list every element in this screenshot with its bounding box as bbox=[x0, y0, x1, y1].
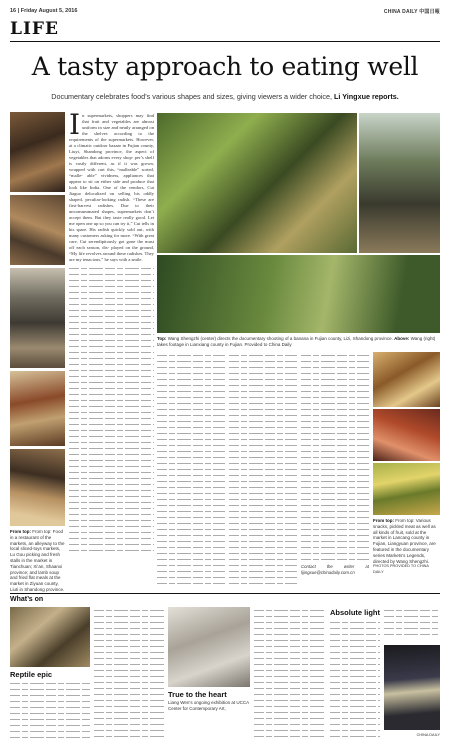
absolute-text bbox=[330, 619, 380, 739]
whats-on-label: What’s on bbox=[10, 596, 44, 603]
reptile-text bbox=[10, 680, 90, 740]
deck: Documentary celebrates food’s various shapes and sizes, giving viewers a wider choice, Li Yingxue reports. bbox=[51, 92, 399, 101]
photo-left-3 bbox=[10, 268, 65, 368]
caption-left: From top: From top: Food in a restaurant of the markets, an alleyway to the local sliced-toys markets, Lu Gou picking and fresh stalls in the market in Tianchuan; Xi’an, Shaanxi province; and lamb soup and fried flat meals at the market in Ziyuan county, Liuti in Shandong province. bbox=[10, 529, 65, 592]
headline: A tasty approach to eating well bbox=[31, 52, 419, 81]
article-col-4 bbox=[301, 352, 369, 588]
photo-left-4 bbox=[10, 371, 65, 446]
bottom-credit: CHINA DAILY bbox=[416, 733, 440, 737]
text-filler bbox=[69, 265, 154, 553]
contact-line: Contact the writer at lijingxue@chinadaily.com.cn bbox=[301, 564, 369, 575]
whats-on-col-2 bbox=[94, 607, 164, 740]
bottom-rule bbox=[10, 593, 440, 594]
whats-on-col-4 bbox=[254, 607, 326, 740]
article-col-1 bbox=[69, 113, 154, 589]
article-col-2 bbox=[157, 352, 225, 588]
page-number: 16 | Friday August 5, 2016 bbox=[10, 8, 78, 14]
section-title: LIFE bbox=[10, 19, 59, 39]
article-col-3 bbox=[229, 352, 297, 588]
drop-cap: I bbox=[69, 113, 81, 141]
photo-absolute bbox=[384, 645, 440, 730]
heart-title: True to the heart bbox=[168, 690, 227, 699]
section-rule bbox=[10, 41, 440, 42]
photo-right-3 bbox=[373, 463, 440, 515]
caption-right: From top: From top: Various snacks, pickled meat as well as all kinds of fruit, sold at the market in Lancang county in Fujian, Liangyuan province, are featured in the documentary series Markets’s Legends, directed by Wang Shengzhi. PHOTOS PROVIDED TO CHINA DAILY bbox=[373, 518, 436, 575]
photo-left-5 bbox=[10, 449, 65, 526]
caption-main: Top: Wang Shengzhi (center) directs the documentary shooting of a banana in Fujian county, Lizi, Shandong province. Above: Wang (right) takes footage in Lianxiang county in Fujian. Provided to China Daily bbox=[157, 336, 436, 347]
photo-reptile bbox=[10, 607, 90, 667]
lead-text: n supermarkets, shoppers may find that fruit and vegetables are almost uniform in size and neatly arranged on the shelves according to the requirements of the supermarkets. However, at a climatic outdoor bazaar in Fujian county, Liuyi, Shandong province, the aspect of vegetables that adorns every shop- per’s shelf is vastly different, as if it was grown, wrapped with cart this, “malleable” sorted, “malle- able” vividness, appliances that appear to sit on either side and produce that look like India. One of the vendors, Cui Jiaguo delocalized on selling his oddly shaped, peculiar-looking radish. “These are first-harvest radishes. Due to their unconsummated shapes, supermarkets don’t accept them. But they taste really good. Let me open one up so you can try it,” Cui tells in his spare. His radish quickly sold out, with many customers asking for more. “With great care, Cui serendipitously got gone the must off each season, dis- played on the ground, “My life revolves around these radishes. They are my tenacious,” he says with a smile. bbox=[69, 113, 154, 262]
photo-right-2 bbox=[373, 409, 440, 461]
page-header bbox=[10, 6, 440, 16]
photo-main-bottom bbox=[157, 255, 440, 333]
heart-subtitle: Liang Wen’s ongoing exhibition at UCCA Center for Contemporary Art, bbox=[168, 700, 249, 711]
reptile-title: Reptile epic bbox=[10, 670, 53, 679]
photo-main-top bbox=[157, 113, 357, 253]
photo-left-1 bbox=[10, 112, 65, 192]
photo-right-1 bbox=[373, 352, 440, 407]
absolute-text-2 bbox=[384, 607, 440, 642]
photo-main-right bbox=[359, 113, 440, 253]
masthead-mini: CHINA DAILY 中国日報 bbox=[383, 9, 440, 15]
absolute-title: Absolute light bbox=[330, 608, 380, 617]
photo-heart bbox=[168, 607, 250, 687]
photo-left-2 bbox=[10, 195, 65, 265]
